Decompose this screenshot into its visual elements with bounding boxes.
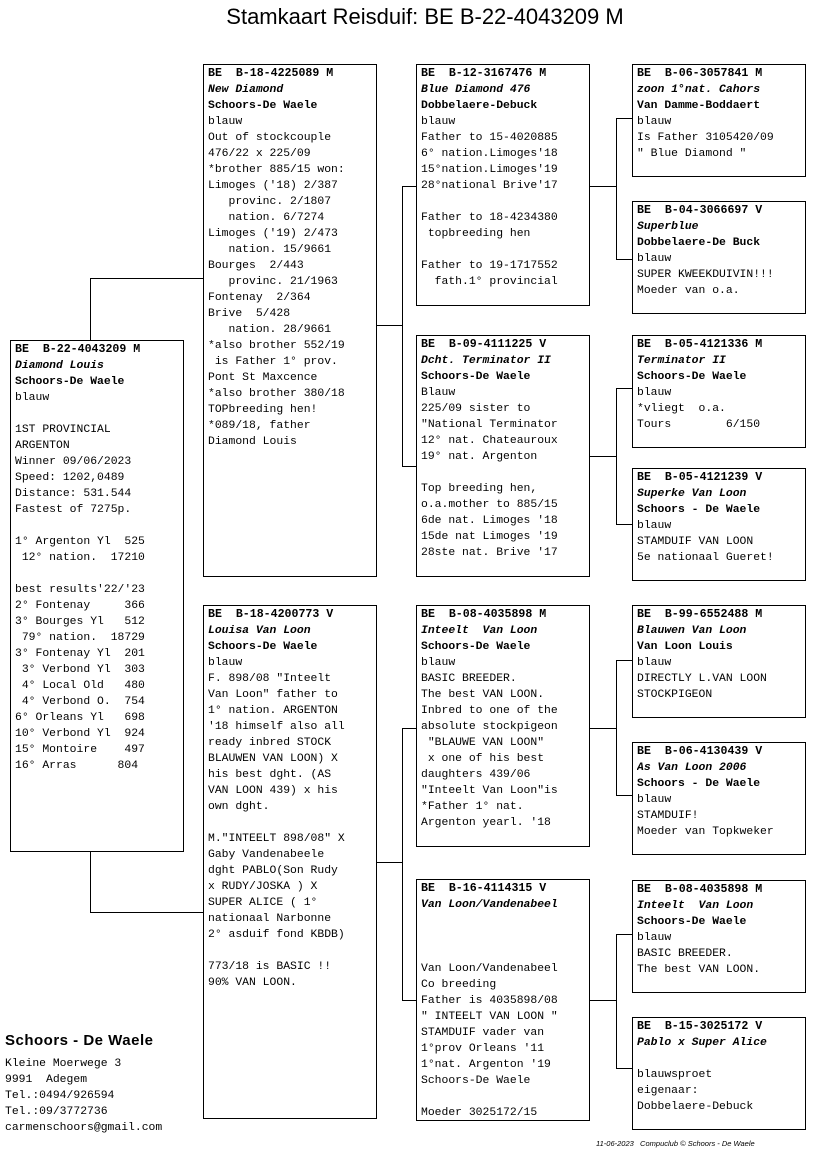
pigeon-info-line: 4° Local Old 480 <box>15 680 145 692</box>
pigeon-info-line: blauw <box>15 392 50 404</box>
pigeon-info-line: M."INTEELT 898/08" X <box>208 833 345 845</box>
ring-number: BE B-99-6552488 M <box>637 608 763 621</box>
pigeon-info-line: *vliegt o.a. <box>637 403 726 415</box>
pigeon-owner: Schoors - De Waele <box>637 504 761 516</box>
pigeon-owner: Schoors-De Waele <box>421 371 531 383</box>
pigeon-owner: Schoors-De Waele <box>421 641 531 653</box>
connector-line <box>616 934 632 935</box>
pigeon-info-line: 28°national Brive'17 <box>421 180 558 192</box>
connector-line <box>616 934 617 1069</box>
pigeon-info-line: blauwsproet <box>637 1069 713 1081</box>
ring-number: BE B-08-4035898 M <box>637 883 763 896</box>
pigeon-info-line: Speed: 1202,0489 <box>15 472 125 484</box>
pigeon-info-line: Van Loon" father to <box>208 689 338 701</box>
pigeon-info-line: ready inbred STOCK <box>208 737 332 749</box>
pigeon-info-line: provinc. 2/1807 <box>208 196 332 208</box>
pigeon-info-line: best results'22/'23 <box>15 584 145 596</box>
pigeon-info-line: Gaby Vandenabeele <box>208 849 325 861</box>
pigeon-info-line: STAMDUIF vader van <box>421 1027 545 1039</box>
pigeon-info-line <box>421 945 585 961</box>
pigeon-info-line: SUPER ALICE ( 1° <box>208 897 318 909</box>
pigeon-name: Terminator II <box>637 355 726 367</box>
connector-line <box>90 912 203 913</box>
ring-number: BE B-09-4111225 V <box>421 338 547 351</box>
pigeon-info-line: topbreeding hen <box>421 228 531 240</box>
pigeon-info-line: blauw <box>421 657 456 669</box>
pigeon-info-line: Limoges ('18) 2/387 <box>208 180 338 192</box>
breeder-email: carmenschoors@gmail.com <box>5 1122 163 1134</box>
pigeon-info-line: nationaal Narbonne <box>208 913 332 925</box>
pigeon-info-line: Top breeding hen, <box>421 483 538 495</box>
connector-line <box>402 1000 416 1001</box>
pigeon-card-main <box>10 340 184 852</box>
pigeon-info-line <box>208 815 372 831</box>
pigeon-name: Diamond Louis <box>15 360 104 372</box>
pigeon-info-line: 2° Fontenay 366 <box>15 600 145 612</box>
pigeon-info-line <box>421 465 585 481</box>
pigeon-info-line <box>208 943 372 959</box>
pigeon-info-line <box>15 518 179 534</box>
ring-number: BE B-22-4043209 M <box>15 343 141 356</box>
pigeon-name: Louisa Van Loon <box>208 625 311 637</box>
pigeon-info-line: Pont St Maxcence <box>208 372 318 384</box>
pigeon-info-line: daughters 439/06 <box>421 769 531 781</box>
pigeon-card-ff-mother <box>632 201 806 314</box>
breeder-phone-2: Tel.:09/3772736 <box>5 1106 108 1118</box>
connector-line <box>590 728 616 729</box>
connector-line <box>616 524 632 525</box>
pigeon-info-line: The best VAN LOON. <box>637 964 761 976</box>
ring-number: BE B-06-4130439 V <box>637 745 763 758</box>
pigeon-info-line: Inbred to one of the <box>421 705 558 717</box>
pigeon-owner: Schoors-De Waele <box>637 371 747 383</box>
pigeon-info-line: 225/09 sister to <box>421 403 531 415</box>
footer-credit: 11-06-2023 Compuclub © Schoors - De Waele <box>596 1139 755 1148</box>
pigeon-info-line: Schoors-De Waele <box>421 1075 531 1087</box>
pigeon-info-line: 1° Argenton Yl 525 <box>15 536 145 548</box>
pigeon-card-mother <box>203 605 377 1119</box>
pigeon-info-line: 1° nation. ARGENTON <box>208 705 338 717</box>
pigeon-info-line: is Father 1° prov. <box>208 356 338 368</box>
pigeon-info-line: Father to 15-4020885 <box>421 132 558 144</box>
pigeon-card-mf-mother <box>632 742 806 855</box>
breeder-name: Schoors - De Waele <box>5 1032 154 1049</box>
ring-number: BE B-15-3025172 V <box>637 1020 763 1033</box>
pigeon-info-line: o.a.mother to 885/15 <box>421 499 558 511</box>
pigeon-info-line: Fontenay 2/364 <box>208 292 311 304</box>
pigeon-info-line: eigenaar: <box>637 1085 699 1097</box>
pigeon-info-line: nation. 15/9661 <box>208 244 332 256</box>
pigeon-info-line: Co breeding <box>421 979 497 991</box>
pigeon-name: zoon 1°nat. Cahors <box>637 84 761 96</box>
ring-number: BE B-08-4035898 M <box>421 608 547 621</box>
pigeon-info-line: 90% VAN LOON. <box>208 977 297 989</box>
pigeon-info-line: *Father 1° nat. <box>421 801 524 813</box>
pigeon-owner: Schoors-De Waele <box>637 916 747 928</box>
connector-line <box>90 852 91 912</box>
pigeon-card-father-mother <box>416 335 590 577</box>
pigeon-info-line: The best VAN LOON. <box>421 689 545 701</box>
pigeon-info-line: Limoges ('19) 2/473 <box>208 228 338 240</box>
pigeon-info-line: Dobbelaere-Debuck <box>637 1101 754 1113</box>
pigeon-info-line: Father is 4035898/08 <box>421 995 558 1007</box>
pigeon-info-line: STAMDUIF! <box>637 810 699 822</box>
pigeon-info-line <box>421 194 585 210</box>
pigeon-info-line: blauw <box>637 387 672 399</box>
pigeon-card-ff-father <box>632 64 806 177</box>
connector-line <box>402 728 403 1001</box>
pigeon-info-line: Distance: 531.544 <box>15 488 132 500</box>
pigeon-info-line: blauw <box>637 932 672 944</box>
pigeon-info-line: provinc. 21/1963 <box>208 276 338 288</box>
pigeon-card-father <box>203 64 377 577</box>
pigeon-info-line: x RUDY/JOSKA ) X <box>208 881 318 893</box>
ring-number: BE B-18-4225089 M <box>208 67 334 80</box>
pigeon-info-line: Argenton yearl. '18 <box>421 817 551 829</box>
pigeon-info-line: *also brother 552/19 <box>208 340 345 352</box>
pigeon-info-line: Bourges 2/443 <box>208 260 304 272</box>
connector-line <box>590 186 616 187</box>
pigeon-info-line: 476/22 x 225/09 <box>208 148 311 160</box>
pigeon-info-line: blauw <box>208 116 243 128</box>
pigeon-info-line: 15° Montoire 497 <box>15 744 145 756</box>
ring-number: BE B-05-4121239 V <box>637 471 763 484</box>
pigeon-info-line: 6de nat. Limoges '18 <box>421 515 558 527</box>
pigeon-info-line: Blauw <box>421 387 456 399</box>
ring-number: BE B-16-4114315 V <box>421 882 547 895</box>
pigeon-info-line: " Blue Diamond " <box>637 148 747 160</box>
pigeon-info-line <box>421 929 585 945</box>
pigeon-info-line: Father to 19-1717552 <box>421 260 558 272</box>
pigeon-info-line: BLAUWEN VAN LOON) X <box>208 753 338 765</box>
pigeon-info-line <box>421 1089 585 1105</box>
pigeon-info-line: 79° nation. 18729 <box>15 632 145 644</box>
pigeon-info-line <box>15 406 179 422</box>
pigeon-info-line: Van Loon/Vandenabeel <box>421 963 558 975</box>
pigeon-info-line: 6° Orleans Yl 698 <box>15 712 145 724</box>
pigeon-owner <box>637 1051 801 1067</box>
pigeon-info-line: blauw <box>637 520 672 532</box>
pigeon-info-line: F. 898/08 "Inteelt <box>208 673 332 685</box>
pigeon-info-line: BASIC BREEDER. <box>637 948 733 960</box>
pigeon-card-fm-father <box>632 335 806 448</box>
pigeon-info-line: *089/18, father <box>208 420 311 432</box>
pigeon-owner: Van Damme-Boddaert <box>637 100 761 112</box>
connector-line <box>377 325 402 326</box>
pigeon-info-line: blauw <box>637 794 672 806</box>
pigeon-info-line: DIRECTLY L.VAN LOON <box>637 673 767 685</box>
pigeon-info-line: Brive 5/428 <box>208 308 291 320</box>
pigeon-info-line: " INTEELT VAN LOON " <box>421 1011 558 1023</box>
pigeon-info-line: own dght. <box>208 801 270 813</box>
pigeon-card-mother-mother <box>416 879 590 1121</box>
connector-line <box>590 456 616 457</box>
pigeon-name: Superblue <box>637 221 699 233</box>
breeder-phone-1: Tel.:0494/926594 <box>5 1090 115 1102</box>
connector-line <box>616 1068 632 1069</box>
pigeon-info-line: 1ST PROVINCIAL <box>15 424 111 436</box>
pigeon-info-line: STAMDUIF VAN LOON <box>637 536 754 548</box>
pigeon-info-line: SUPER KWEEKDUIVIN!!! <box>637 269 774 281</box>
connector-line <box>616 795 632 796</box>
connector-line <box>616 388 632 389</box>
ring-number: BE B-04-3066697 V <box>637 204 763 217</box>
pigeon-info-line: blauw <box>208 657 243 669</box>
page-title: Stamkaart Reisduif: BE B-22-4043209 M <box>226 4 624 29</box>
pigeon-card-mm-mother <box>632 1017 806 1130</box>
pigeon-name: Van Loon/Vandenabeel <box>421 899 558 911</box>
ring-number: BE B-05-4121336 M <box>637 338 763 351</box>
pigeon-info-line: 3° Bourges Yl 512 <box>15 616 145 628</box>
pigeon-info-line: 12° nat. Chateauroux <box>421 435 558 447</box>
pigeon-info-line: *brother 885/15 won: <box>208 164 345 176</box>
ring-number: BE B-06-3057841 M <box>637 67 763 80</box>
pigeon-name: Inteelt Van Loon <box>637 900 754 912</box>
pigeon-card-mf-father <box>632 605 806 718</box>
connector-line <box>616 388 617 525</box>
pigeon-info-line: 4° Verbond O. 754 <box>15 696 145 708</box>
pigeon-info-line: Winner 09/06/2023 <box>15 456 132 468</box>
pigeon-name: Blue Diamond 476 <box>421 84 531 96</box>
pigeon-info-line: blauw <box>637 253 672 265</box>
pigeon-info-line: 10° Verbond Yl 924 <box>15 728 145 740</box>
pigeon-info-line <box>15 566 179 582</box>
pigeon-info-line: Out of stockcouple <box>208 132 332 144</box>
pigeon-name: Blauwen Van Loon <box>637 625 747 637</box>
connector-line <box>402 186 416 187</box>
pigeon-owner: Schoors-De Waele <box>208 641 318 653</box>
pigeon-info-line: Father to 18-4234380 <box>421 212 558 224</box>
ring-number: BE B-12-3167476 M <box>421 67 547 80</box>
pigeon-card-father-father <box>416 64 590 306</box>
pigeon-info-line: Fastest of 7275p. <box>15 504 132 516</box>
connector-line <box>616 118 632 119</box>
pigeon-card-mm-father <box>632 880 806 993</box>
pigeon-owner: Schoors-De Waele <box>15 376 125 388</box>
connector-line <box>90 278 91 340</box>
connector-line <box>590 1000 616 1001</box>
pigeon-info-line: blauw <box>637 116 672 128</box>
connector-line <box>90 278 203 279</box>
pigeon-info-line: 3° Fontenay Yl 201 <box>15 648 145 660</box>
pigeon-info-line: 6° nation.Limoges'18 <box>421 148 558 160</box>
pigeon-info-line: "National Terminator <box>421 419 558 431</box>
pigeon-info-line: fath.1° provincial <box>421 276 558 288</box>
pigeon-info-line: x one of his best <box>421 753 545 765</box>
pigeon-info-line: 12° nation. 17210 <box>15 552 145 564</box>
pigeon-info-line: dght PABLO(Son Rudy <box>208 865 338 877</box>
pigeon-info-line: 15°nation.Limoges'19 <box>421 164 558 176</box>
pigeon-info-line: 28ste nat. Brive '17 <box>421 547 558 559</box>
pigeon-owner: Schoors - De Waele <box>637 778 761 790</box>
pigeon-info-line: '18 himself also all <box>208 721 345 733</box>
pigeon-owner: Dobbelaere-De Buck <box>637 237 761 249</box>
ring-number: BE B-18-4200773 V <box>208 608 334 621</box>
pigeon-info-line: 16° Arras 804 <box>15 760 139 772</box>
breeder-city: 9991 Adegem <box>5 1074 88 1086</box>
pigeon-info-line: ARGENTON <box>15 440 70 452</box>
connector-line <box>402 466 416 467</box>
pigeon-info-line: VAN LOON 439) x his <box>208 785 338 797</box>
pigeon-info-line: blauw <box>637 657 672 669</box>
pigeon-info-line: "Inteelt Van Loon"is <box>421 785 558 797</box>
pigeon-info-line: nation. 6/7274 <box>208 212 325 224</box>
pigeon-info-line: Diamond Louis <box>208 436 297 448</box>
pigeon-info-line: Tours 6/150 <box>637 419 761 431</box>
connector-line <box>402 728 416 729</box>
pigeon-info-line: BASIC BREEDER. <box>421 673 517 685</box>
pigeon-info-line: Moeder van o.a. <box>637 285 740 297</box>
pigeon-name: Pablo x Super Alice <box>637 1037 767 1049</box>
pigeon-owner <box>421 913 585 929</box>
pigeon-name: Dcht. Terminator II <box>421 355 551 367</box>
connector-line <box>616 118 617 260</box>
pigeon-info-line: 2° asduif fond KBDB) <box>208 929 345 941</box>
pigeon-owner: Van Loon Louis <box>637 641 733 653</box>
pigeon-owner: Schoors-De Waele <box>208 100 318 112</box>
pigeon-info-line: blauw <box>421 116 456 128</box>
pigeon-card-fm-mother <box>632 468 806 581</box>
pigeon-info-line: Is Father 3105420/09 <box>637 132 774 144</box>
pigeon-info-line: 773/18 is BASIC !! <box>208 961 332 973</box>
pigeon-card-mother-father <box>416 605 590 847</box>
connector-line <box>616 660 617 796</box>
pigeon-info-line: nation. 28/9661 <box>208 324 332 336</box>
pigeon-info-line: Moeder van Topkweker <box>637 826 774 838</box>
pigeon-info-line: TOPbreeding hen! <box>208 404 318 416</box>
pigeon-name: Superke Van Loon <box>637 488 747 500</box>
pigeon-info-line: "BLAUWE VAN LOON" <box>421 737 545 749</box>
pigeon-info-line: STOCKPIGEON <box>637 689 713 701</box>
pigeon-name: Inteelt Van Loon <box>421 625 538 637</box>
pigeon-info-line: 1°nat. Argenton '19 <box>421 1059 551 1071</box>
pigeon-info-line: Moeder 3025172/15 <box>421 1107 538 1119</box>
pigeon-owner: Dobbelaere-Debuck <box>421 100 538 112</box>
pigeon-info-line: *also brother 380/18 <box>208 388 345 400</box>
connector-line <box>616 259 632 260</box>
pigeon-name: As Van Loon 2006 <box>637 762 747 774</box>
pigeon-info-line: 15de nat Limoges '19 <box>421 531 558 543</box>
pigeon-info-line <box>421 242 585 258</box>
connector-line <box>402 186 403 467</box>
connector-line <box>377 862 402 863</box>
pigeon-info-line: 5e nationaal Gueret! <box>637 552 774 564</box>
pigeon-info-line: 3° Verbond Yl 303 <box>15 664 145 676</box>
connector-line <box>616 660 632 661</box>
pigeon-info-line: his best dght. (AS <box>208 769 332 781</box>
breeder-info <box>5 1033 162 1136</box>
breeder-address: Kleine Moerwege 3 <box>5 1058 122 1070</box>
pigeon-info-line: absolute stockpigeon <box>421 721 558 733</box>
pigeon-info-line: 19° nat. Argenton <box>421 451 538 463</box>
pigeon-name: New Diamond <box>208 84 284 96</box>
pigeon-info-line: 1°prov Orleans '11 <box>421 1043 545 1055</box>
